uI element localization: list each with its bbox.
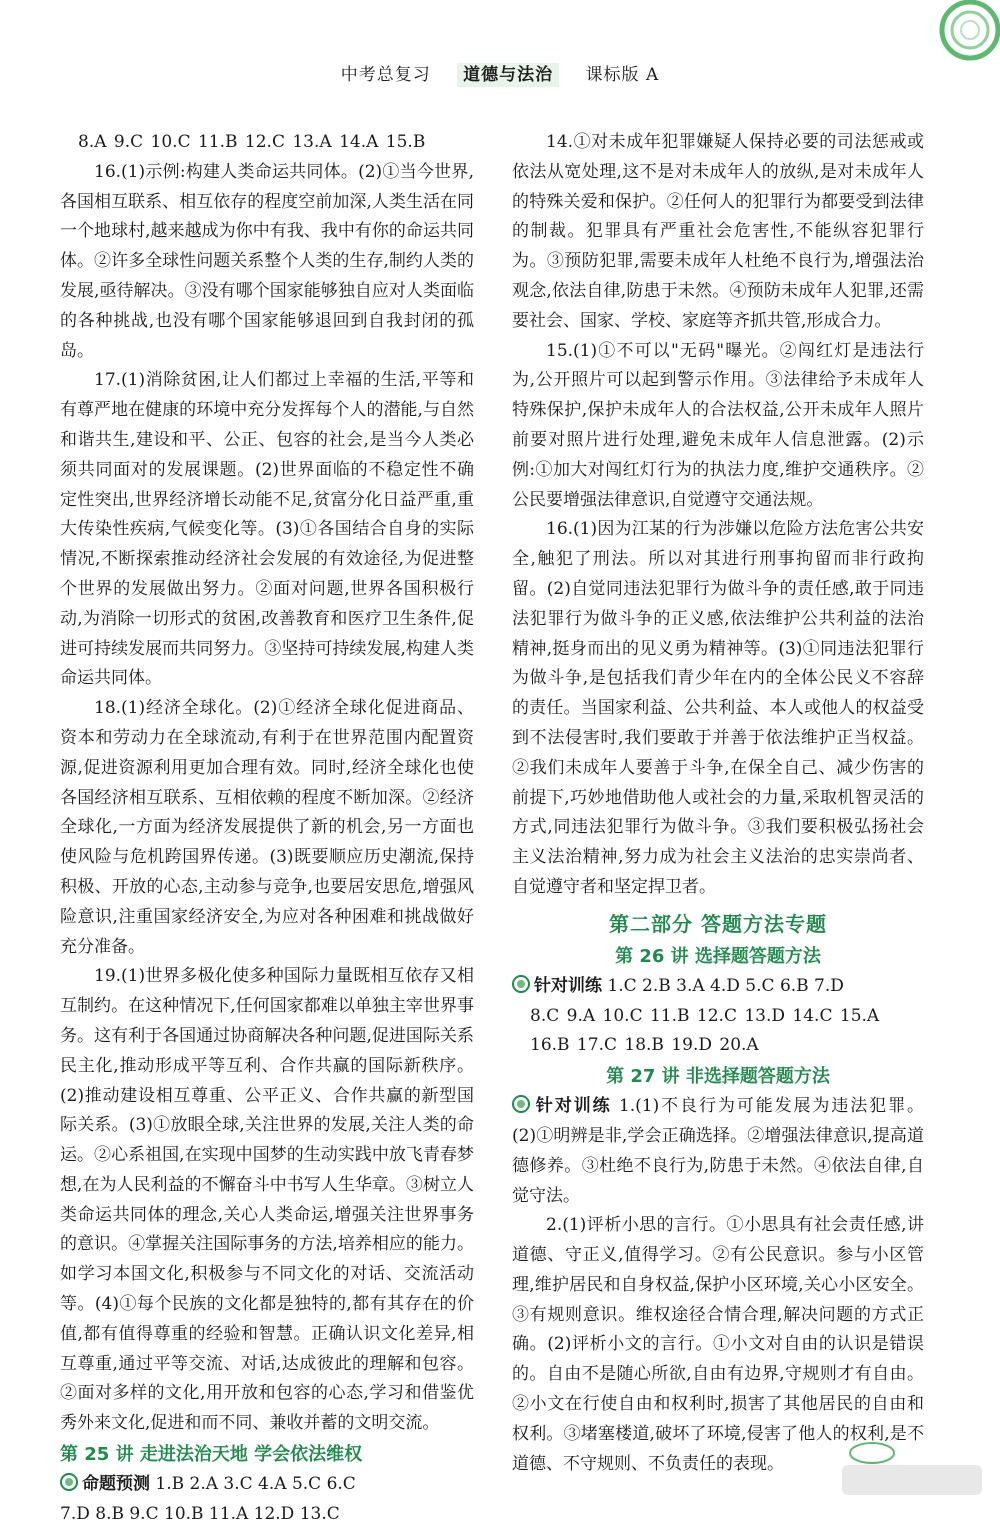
answer-q16: 16.(1)示例:构建人类命运共同体。(2)①当今世界,各国相互联系、相互依存的程度空前加深,人类生活在同一个地球村,越来越成为你中有我、我中有你的命运共同体。②许多全球性问题关系整个人类的生存,制约人类的发展,亟待解决。③没有哪个国家能够独自应对人类面临的各种挑战,也没有哪个国家能够退回到自我封闭的孤岛。 [60,161,474,361]
book-title: 中考总复习 [340,65,431,85]
lecture-26-title: 第 26 讲 选择题答题方法 [615,945,821,967]
answer-q15: 15.(1)①不可以"无码"曝光。②闯红灯是违法行为,公开照片可以起到警示作用。③法律给予未成年人特殊保护,保护未成年人的合法权益,公开未成年人照片前要对照片进行处理,避免未成年人信息泄露。(2)示例:①加大对闯红灯行为的执法力度,维护交通秩序。②公民要增强法律意识,自觉遵守交通法规。 [512,340,924,510]
lecture-26-answers-2: 8.C 9.A 10.C 11.B 12.C 13.D 14.C 15.A [530,1005,880,1026]
lecture-25-answers [60,1470,474,1500]
answer-q19: 19.(1)世界多极化使多种国际力量既相互依存又相互制约。在这种情况下,任何国家都难以单独主宰世界事务。这有利于各国通过协商解决各种问题,促进国际关系民主化,推动形成平等互利、合作共赢的国际新秩序。(2)推动建设相互尊重、公平正义、合作共赢的新型国际关系。(3)①放眼全球,关注世界的发展,关注人类的命运。②心系祖国,在实现中国梦的生动实践中放飞青春梦想,在为人民利益的不懈奋斗中书写人生华章。③树立人类命运共同体的理念,关心人类命运,增强关注世界事务的意识。④掌握关注国际事务的方法,培养相应的能力。如学习本国文化,积极参与不同文化的对话、交流活动等。(4)①每个民族的文化都是独特的,都有其存在的价值,都有值得尊重的经验和智慧。正确认识文化差异,相互尊重,通过平等交流、对话,达成彼此的理解和包容。②面对多样的文化,用开放和包容的心态,学习和借鉴优秀外来文化,促进和而不同、兼收并蓄的文明交流。 [60,966,474,1434]
page-header [0,60,1000,85]
lecture-27-title: 第 27 讲 非选择题答题方法 [606,1066,830,1088]
lecture-26-answers-1: 1.C 2.B 3.A 4.D 5.C 6.B 7.D [607,975,844,996]
answers-line: 8.A 9.C 10.C 11.B 12.C 13.A 14.A 15.B [78,132,426,152]
target-icon [512,1095,530,1113]
watermark-logo-icon [832,1433,992,1503]
left-column [60,128,474,1530]
edition-label: 课标版 A [585,65,660,85]
lecture-26-answers [512,972,924,1002]
lecture-27-tag: 针对训练 [534,1096,612,1117]
answer-q17: 17.(1)消除贫困,让人们都过上幸福的生活,平等和有尊严地在健康的环境中充分发挥每个人的潜能,与自然和谐共生,建设和平、公正、包容的社会,是当今人类必须共同面对的发展课题。(2)世界面临的不稳定性不确定性突出,世界经济增长动能不足,贫富分化日益严重,重大传染性疾病,气候变化等。(3)①各国结合自身的实际情况,不断探索推动经济社会发展的有效途径,为促进整个世界的发展做出努力。②面对问题,世界各国积极行动,为消除一切形式的贫困,改善教育和医疗卫生条件,促进可持续发展而共同努力。③坚持可持续发展,构建人类命运共同体。 [60,370,474,689]
lecture-25-answers-2: 7.D 8.B 9.C 10.B 11.A 12.D 13.C [60,1503,340,1524]
target-icon [512,975,530,993]
subject-title: 道德与法治 [457,63,559,87]
lecture-25-answers-1: 1.B 2.A 3.C 4.A 5.C 6.C [155,1474,356,1495]
lecture-26-answers-3: 16.B 17.C 18.B 19.D 20.A [530,1035,759,1056]
answer-q16-right: 16.(1)因为江某的行为涉嫌以危险方法危害公共安全,触犯了刑法。所以对其进行刑事拘留而非行政拘留。(2)自觉同违法犯罪行为做斗争的责任感,敢于同违法犯罪行为做斗争的正义感,依法维护公共利益的法治精神,挺身而出的见义勇为精神等。(3)①同违法犯罪行为做斗争,是包括我们青少年在内的全体公民义不容辞的责任。当国家利益、公共利益、本人或他人的权益受到不法侵害时,我们要敢于并善于依法维护正当权益。②我们未成年人要善于斗争,在保全自己、减少伤害的前提下,巧妙地借助他人或社会的力量,采取机智灵活的方式,同违法犯罪行为做斗争。③我们要积极弘扬社会主义法治精神,努力成为社会主义法治的忠实崇尚者、自觉遵守者和坚定捍卫者。 [512,519,924,897]
answer-q18: 18.(1)经济全球化。(2)①经济全球化促进商品、资本和劳动力在全球流动,有利于在世界范围内配置资源,促进资源利用更加合理有效。同时,经济全球化也使各国经济相互联系、互相依赖的程度不断加深。②经济全球化,一方面为经济发展提供了新的机会,另一方面也使风险与危机跨国界传递。(3)既要顺应历史潮流,保持积极、开放的心态,主动参与竞争,也要居安思危,增强风险意识,注重国家经济安全,为应对各种困难和挑战做好充分准备。 [60,698,474,957]
target-icon [60,1473,78,1491]
lecture-25-tag: 命题预测 [82,1474,150,1495]
lecture-27-q1 [512,1092,924,1211]
lecture-25-title: 第 25 讲 走进法治天地 学会依法维权 [60,1444,363,1466]
lecture-26-tag: 针对训练 [534,975,602,996]
lecture-27-q1-text: 1.(1)不良行为可能发展为违法犯罪。(2)①明辨是非,学会正确选择。②增强法律意识,提高道德修养。③杜绝不良行为,防患于未然。④依法自律,自觉守法。 [512,1096,925,1206]
lecture-27-q2: 2.(1)评析小思的言行。①小思具有社会责任感,讲道德、守正义,值得学习。②有公民意识。参与小区管理,维护居民和自身权益,保护小区环境,关心小区安全。③有规则意识。维权途径合情合理,解决问题的方式正确。(2)评析小文的言行。①小文对自由的认识是错误的。自由不是随心所欲,自由有边界,守规则才有自由。②小文在行使自由和权利时,损害了其他居民的自由和权利。③堵塞楼道,破坏了环境,侵害了他人的权利,是不道德、不守规则、不负责任的表现。 [512,1215,924,1474]
right-column [512,128,924,1479]
answer-q14: 14.①对未成年犯罪嫌疑人保持必要的司法惩戒或依法从宽处理,这不是对未成年人的放纵,是对未成年人的特殊关爱和保护。②任何人的犯罪行为都要受到法律的制裁。犯罪具有严重社会危害性,不能纵容犯罪行为。③预防犯罪,需要未成年人杜绝不良行为,增强法治观念,依法自律,防患于未然。④预防未成年人犯罪,还需要社会、国家、学校、家庭等齐抓共管,形成合力。 [512,132,924,331]
part-2-title: 第二部分 答题方法专题 [609,911,827,936]
